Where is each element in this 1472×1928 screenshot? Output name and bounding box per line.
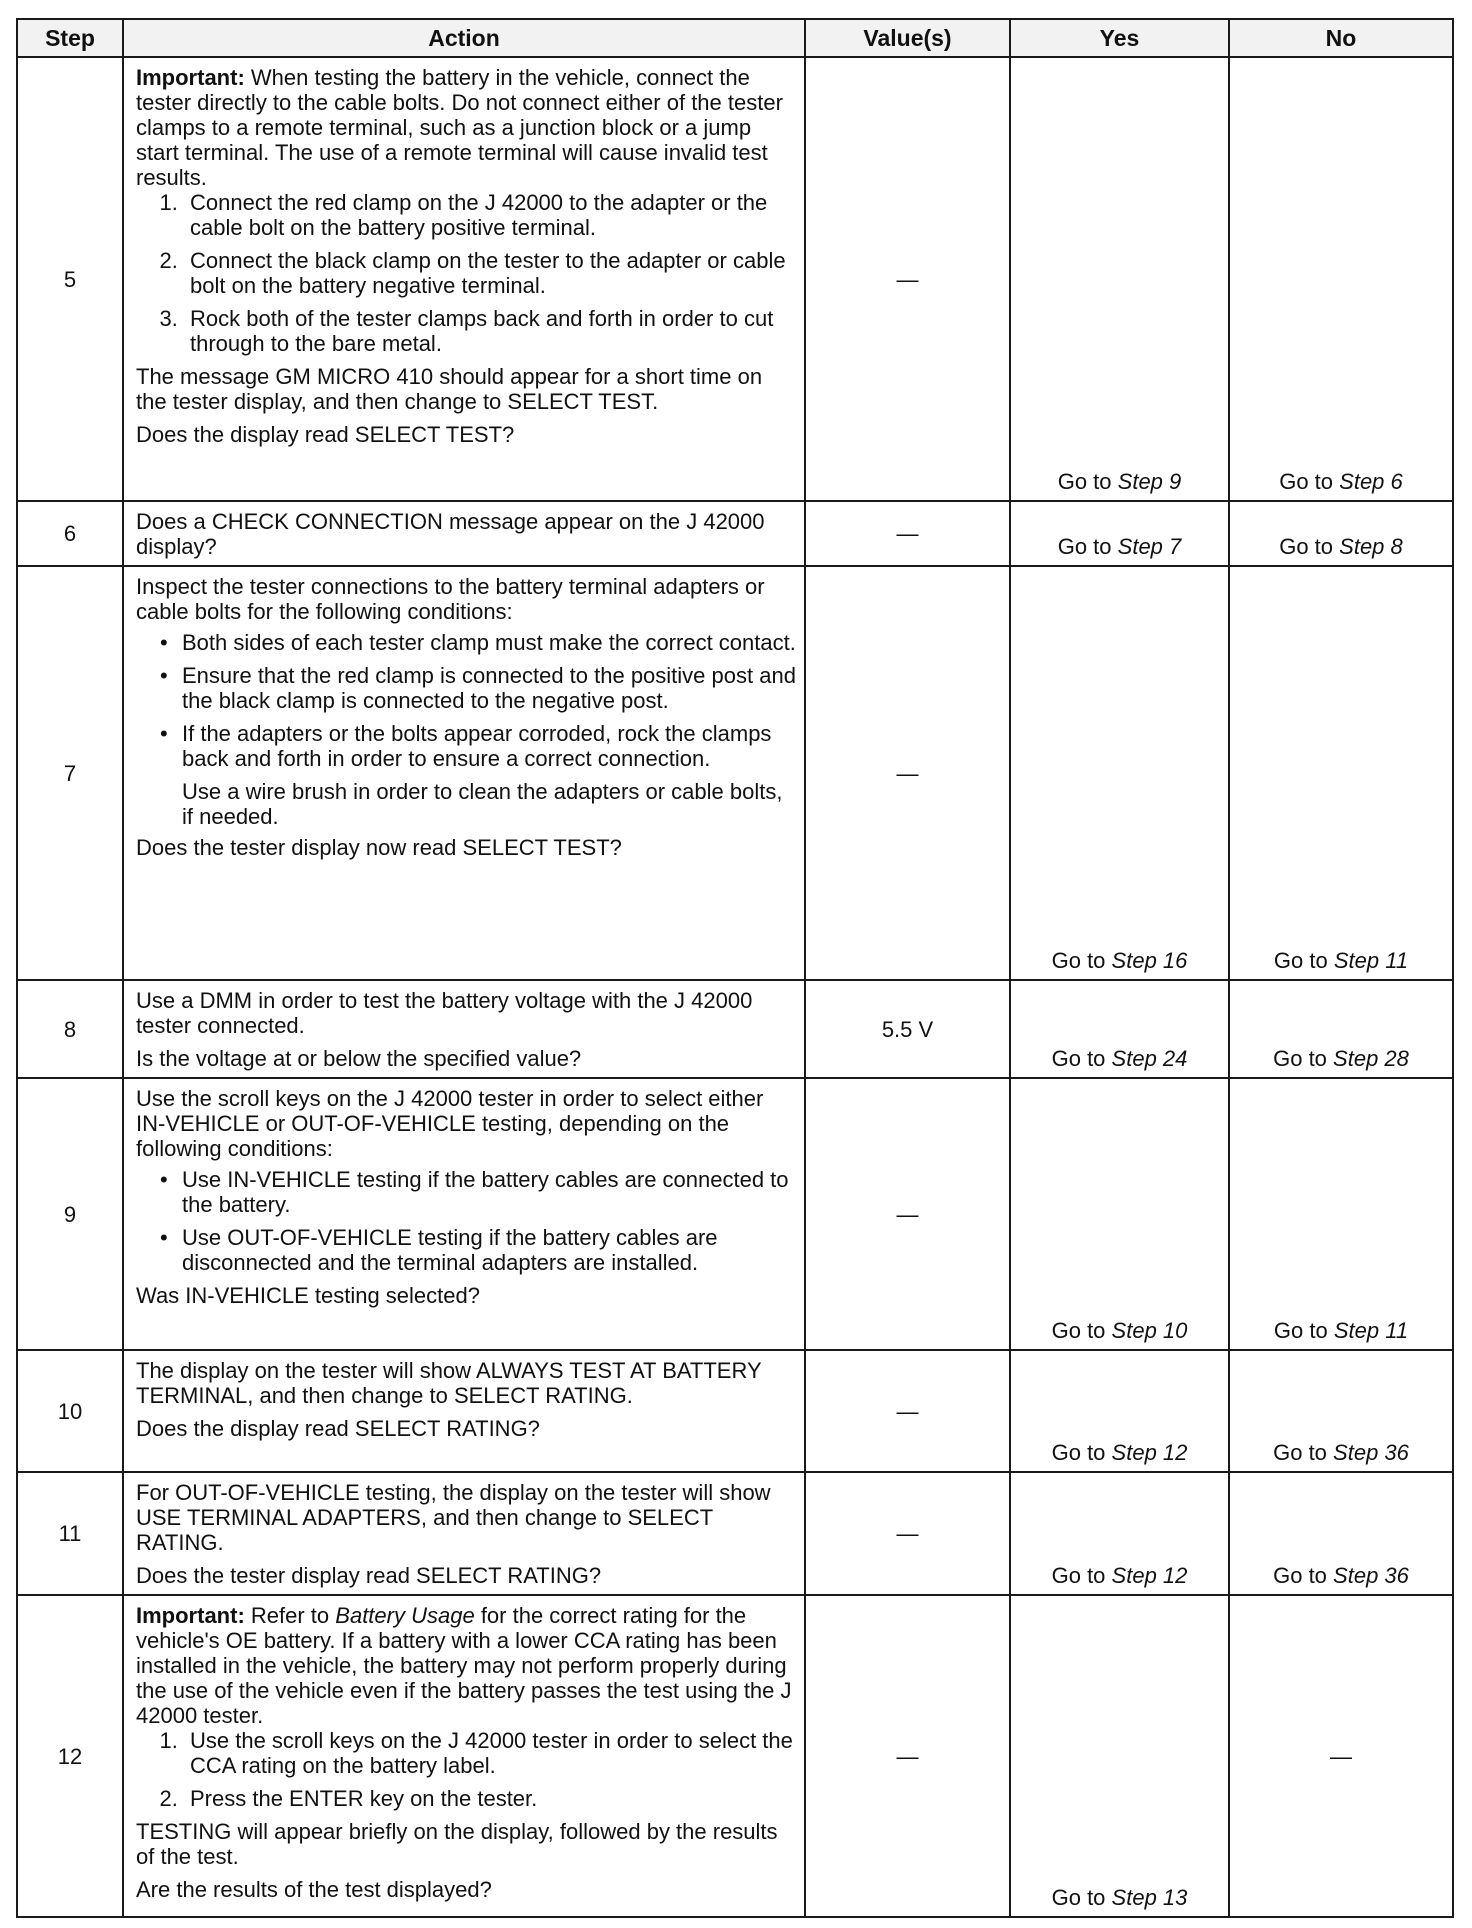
no-step-link[interactable]: Step 11 xyxy=(1333,948,1409,973)
action-cell xyxy=(123,566,805,980)
important-text: for the correct rating for the vehicle's OE battery. If a battery with a lower CCA rating has been installed in the vehicle, the battery may not perform properly during the use of the vehicle even if the battery passes the test using the J 42000 tester. xyxy=(136,1603,792,1728)
yes-cell xyxy=(1010,980,1229,1078)
list-item: 2. Connect the black clamp on the tester to the adapter or cable bolt on the battery negative terminal. xyxy=(184,248,796,298)
diagnostic-table xyxy=(16,18,1454,1918)
yes-step-link[interactable]: Step 13 xyxy=(1111,1885,1188,1910)
no-cell xyxy=(1229,980,1453,1078)
yes-cell xyxy=(1010,566,1229,980)
action-cell xyxy=(123,980,805,1078)
table-row xyxy=(17,1078,1453,1350)
no-cell: — xyxy=(1229,1595,1453,1917)
no-cell xyxy=(1229,501,1453,566)
question-text: Does the tester display read SELECT RATING? xyxy=(136,1563,602,1588)
yes-step-link[interactable]: Step 16 xyxy=(1111,948,1188,973)
action-cell xyxy=(123,1472,805,1595)
list-item: 1. Connect the red clamp on the J 42000 to the adapter or the cable bolt on the battery positive terminal. xyxy=(184,190,796,240)
no-step-link[interactable]: Step 36 xyxy=(1333,1440,1409,1465)
goto-label: Go to xyxy=(1273,1440,1327,1465)
intro-text: The display on the tester will show ALWAYS TEST AT BATTERY TERMINAL, and then change to SELECT RATING. xyxy=(136,1358,762,1408)
yes-cell xyxy=(1010,501,1229,566)
step-number: 9 xyxy=(17,1078,123,1350)
header-row xyxy=(17,19,1453,57)
question-text: Is the voltage at or below the specified value? xyxy=(136,1046,582,1071)
intro-text: Use a DMM in order to test the battery voltage with the J 42000 tester connected. xyxy=(136,988,753,1038)
no-cell xyxy=(1229,1472,1453,1595)
no-cell xyxy=(1229,57,1453,501)
table-row xyxy=(17,566,1453,980)
question-text: Does the display read SELECT RATING? xyxy=(136,1416,540,1441)
intro-text: For OUT-OF-VEHICLE testing, the display on the tester will show USE TERMINAL ADAPTERS, and then change to SELECT RATING. xyxy=(136,1480,771,1555)
list-item: 1. Use the scroll keys on the J 42000 tester in order to select the CCA rating on the battery label. xyxy=(184,1728,796,1778)
step-number: 6 xyxy=(17,501,123,566)
important-note xyxy=(136,65,796,190)
action-cell xyxy=(123,1078,805,1350)
list-item: 3. Rock both of the tester clamps back and forth in order to cut through to the bare metal. xyxy=(184,306,796,356)
important-note xyxy=(136,1603,796,1728)
important-label: Important: xyxy=(136,65,245,90)
list-item: • Ensure that the red clamp is connected to the positive post and the black clamp is connected to the negative post. xyxy=(182,663,796,713)
header-yes: Yes xyxy=(1010,19,1229,57)
goto-label: Go to xyxy=(1273,1563,1327,1588)
action-cell xyxy=(123,57,805,501)
question-text: Are the results of the test displayed? xyxy=(136,1877,492,1902)
no-step-link[interactable]: Step 11 xyxy=(1333,1318,1409,1343)
goto-label: Go to xyxy=(1279,469,1334,494)
value-cell: — xyxy=(805,1595,1010,1917)
important-text: When testing the battery in the vehicle, connect the tester directly to the cable bolts. Do not connect either of the tester clamps to a remote terminal, such as a junction block or a jump start terminal. The use of a remote terminal will cause invalid test results. xyxy=(136,65,783,190)
header-action: Action xyxy=(123,19,805,57)
value-cell: — xyxy=(805,1350,1010,1472)
intro-text: Inspect the tester connections to the battery terminal adapters or cable bolts for the following conditions: xyxy=(136,574,765,624)
yes-cell xyxy=(1010,1078,1229,1350)
bullet-list xyxy=(136,1167,796,1275)
table-row xyxy=(17,1350,1453,1472)
question-text: Does the display read SELECT TEST? xyxy=(136,422,515,447)
yes-step-link[interactable]: Step 12 xyxy=(1111,1440,1188,1465)
goto-label: Go to xyxy=(1273,1318,1328,1343)
no-step-link[interactable]: Step 36 xyxy=(1333,1563,1409,1588)
no-step-link[interactable]: Step 8 xyxy=(1339,534,1403,559)
action-cell xyxy=(123,501,805,566)
goto-label: Go to xyxy=(1051,1885,1106,1910)
yes-step-link[interactable]: Step 12 xyxy=(1111,1563,1188,1588)
value-cell: — xyxy=(805,566,1010,980)
step-number: 7 xyxy=(17,566,123,980)
bullet-list xyxy=(136,630,796,771)
step-number: 10 xyxy=(17,1350,123,1472)
yes-step-link[interactable]: Step 24 xyxy=(1111,1046,1188,1071)
no-cell xyxy=(1229,566,1453,980)
numbered-list xyxy=(136,190,796,356)
table-row xyxy=(17,501,1453,566)
value-cell: — xyxy=(805,1472,1010,1595)
important-label: Important: xyxy=(136,1603,245,1628)
step-number: 11 xyxy=(17,1472,123,1595)
yes-cell xyxy=(1010,1350,1229,1472)
table-row xyxy=(17,1595,1453,1917)
yes-step-link[interactable]: Step 9 xyxy=(1117,469,1182,494)
battery-usage-link[interactable]: Battery Usage xyxy=(335,1603,475,1628)
goto-label: Go to xyxy=(1051,1318,1106,1343)
list-item: • Use IN-VEHICLE testing if the battery cables are connected to the battery. xyxy=(182,1167,796,1217)
result-text: The message GM MICRO 410 should appear for a short time on the tester display, and then change to SELECT TEST. xyxy=(136,364,763,414)
step-number: 5 xyxy=(17,57,123,501)
value-cell: — xyxy=(805,501,1010,566)
question-text: Does the tester display now read SELECT TEST? xyxy=(136,835,622,860)
header-values: Value(s) xyxy=(805,19,1010,57)
yes-step-link[interactable]: Step 10 xyxy=(1111,1318,1188,1343)
yes-cell xyxy=(1010,1472,1229,1595)
question-text: Does a CHECK CONNECTION message appear on the J 42000 display? xyxy=(136,509,765,559)
header-step: Step xyxy=(17,19,123,57)
question-text: Was IN-VEHICLE testing selected? xyxy=(136,1283,480,1308)
goto-label: Go to xyxy=(1051,1046,1106,1071)
sub-text: Use a wire brush in order to clean the adapters or cable bolts, if needed. xyxy=(182,779,783,829)
goto-label: Go to xyxy=(1051,1563,1106,1588)
goto-label: Go to xyxy=(1273,1046,1327,1071)
no-cell xyxy=(1229,1350,1453,1472)
goto-label: Go to xyxy=(1057,534,1112,559)
goto-label: Go to xyxy=(1279,534,1334,559)
yes-cell xyxy=(1010,1595,1229,1917)
yes-cell xyxy=(1010,57,1229,501)
no-cell xyxy=(1229,1078,1453,1350)
list-item: • Use OUT-OF-VEHICLE testing if the battery cables are disconnected and the terminal adapters are installed. xyxy=(182,1225,796,1275)
value-cell: — xyxy=(805,1078,1010,1350)
important-text: Refer to xyxy=(250,1603,330,1628)
step-number: 8 xyxy=(17,980,123,1078)
step-number: 12 xyxy=(17,1595,123,1917)
value-cell: — xyxy=(805,57,1010,501)
no-step-link[interactable]: Step 28 xyxy=(1333,1046,1409,1071)
no-step-link[interactable]: Step 6 xyxy=(1339,469,1403,494)
yes-step-link[interactable]: Step 7 xyxy=(1117,534,1182,559)
goto-label: Go to xyxy=(1051,1440,1106,1465)
intro-text: Use the scroll keys on the J 42000 tester in order to select either IN-VEHICLE or OUT-OF-VEHICLE testing, depending on the following conditions: xyxy=(136,1086,764,1161)
list-item: 2. Press the ENTER key on the tester. xyxy=(184,1786,796,1811)
list-item: • Both sides of each tester clamp must make the correct contact. xyxy=(182,630,796,655)
header-no: No xyxy=(1229,19,1453,57)
value-cell: 5.5 V xyxy=(805,980,1010,1078)
table-row xyxy=(17,57,1453,501)
table-row xyxy=(17,980,1453,1078)
action-cell xyxy=(123,1595,805,1917)
table-row xyxy=(17,1472,1453,1595)
goto-label: Go to xyxy=(1057,469,1112,494)
goto-label: Go to xyxy=(1273,948,1328,973)
numbered-list xyxy=(136,1728,796,1811)
goto-label: Go to xyxy=(1051,948,1106,973)
result-text: TESTING will appear briefly on the display, followed by the results of the test. xyxy=(136,1819,778,1869)
action-cell xyxy=(123,1350,805,1472)
list-item: • If the adapters or the bolts appear corroded, rock the clamps back and forth in order to ensure a correct connection. xyxy=(182,721,796,771)
